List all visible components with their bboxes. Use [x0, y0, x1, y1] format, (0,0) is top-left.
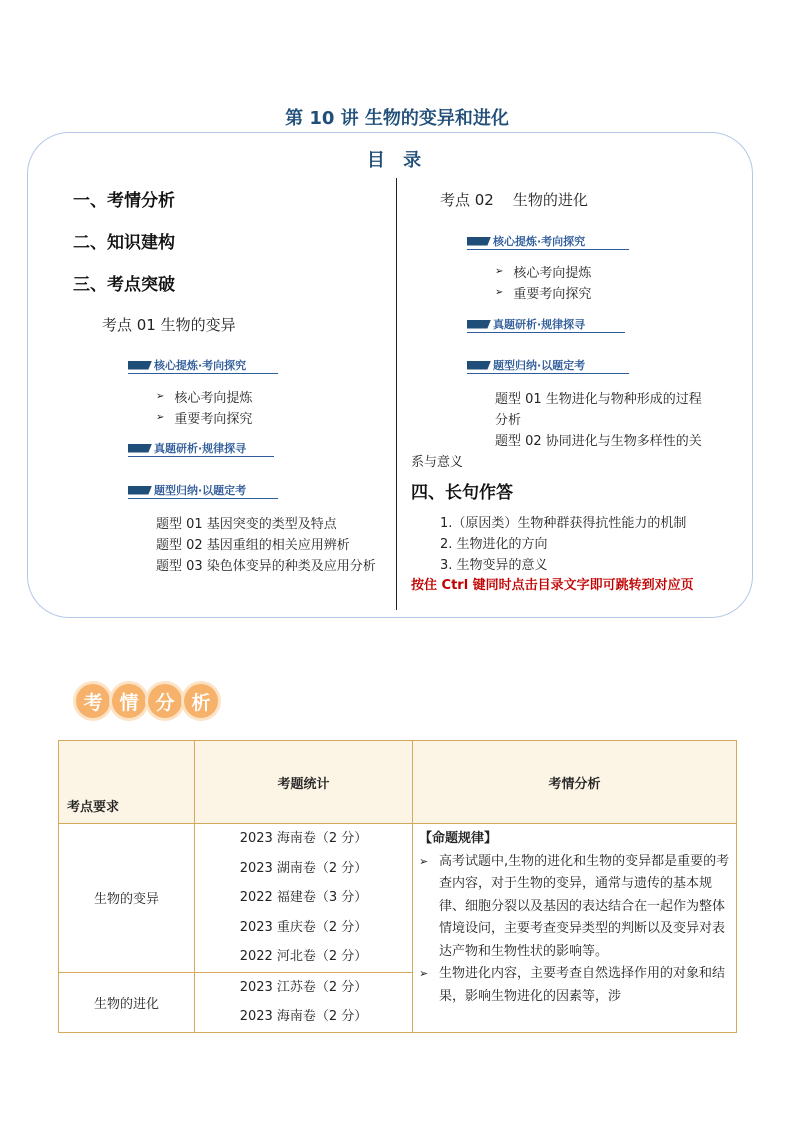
badge-char: 析: [184, 684, 218, 718]
badge-char: 分: [148, 684, 182, 718]
exam-item: 2023 海南卷（2 分）: [239, 831, 368, 846]
arrow-right-icon: ➢: [419, 854, 429, 868]
arrow-right-icon: ➢: [419, 967, 429, 980]
toc-link-bullet[interactable]: ➢ 重要考向探究: [156, 412, 253, 427]
toc-link-type[interactable]: 题型 02 协同进化与生物多样性的关: [495, 434, 702, 449]
toc-link-type[interactable]: 题型 02 基因重组的相关应用辨析: [156, 538, 350, 553]
toc-link-long-item[interactable]: 1.（原因类）生物种群获得抗性能力的机制: [440, 516, 687, 531]
exam-cell: [195, 972, 413, 1032]
toc-link-kaodian-01[interactable]: 考点 01 生物的变异: [102, 316, 236, 334]
toc-link-zhishi[interactable]: 二、知识建构: [73, 233, 175, 253]
exam-item: 2022 福建卷（3 分）: [239, 890, 368, 905]
toc-link-kaodian-02[interactable]: 考点 02 生物的进化: [440, 191, 588, 209]
toc-link-type[interactable]: 系与意义: [411, 455, 464, 470]
banner-bar-icon: [128, 486, 152, 495]
header-analysis: 考情分析: [413, 741, 737, 824]
toc-link-changju[interactable]: 四、长句作答: [411, 483, 513, 503]
toc-heading: 目 录: [366, 150, 428, 171]
badge-char: 考: [76, 684, 110, 718]
toc-link-kaodian[interactable]: 三、考点突破: [73, 275, 175, 295]
toc-link-bullet[interactable]: ➢ 核心考向提炼: [156, 391, 253, 406]
req-cell: 生物的进化: [59, 972, 195, 1032]
toc-link-tixing-2[interactable]: 题型归纳·以题定考: [467, 358, 629, 374]
exam-item: 2022 河北卷（2 分）: [239, 949, 368, 964]
analysis-title: 【命题规律】: [419, 831, 498, 846]
toc-link-long-item[interactable]: 3. 生物变异的意义: [440, 558, 548, 573]
exam-item: 2023 海南卷（2 分）: [239, 1009, 368, 1024]
toc-hint: 按住 Ctrl 键同时点击目录文字即可跳转到对应页: [411, 578, 694, 593]
toc-link-zhenti-1[interactable]: 真题研析·规律探寻: [128, 441, 274, 457]
badge-char: 情: [112, 684, 146, 718]
toc-link-type[interactable]: 题型 03 染色体变异的种类及应用分析: [156, 559, 376, 574]
exam-item: 2023 江苏卷（2 分）: [239, 979, 368, 995]
toc-link-kaoqing[interactable]: 一、考情分析: [73, 191, 175, 211]
arrow-right-icon: ➢: [495, 287, 504, 298]
arrow-right-icon: ➢: [156, 391, 165, 402]
banner-bar-icon: [128, 361, 152, 370]
toc-link-type[interactable]: 题型 01 基因突变的类型及特点: [156, 517, 337, 532]
analysis-point: ➢ 生物进化内容，主要考查自然选择作用的对象和结果，影响生物进化的因素等，涉: [419, 963, 732, 1008]
exam-item: 2023 湖南卷（2 分）: [239, 860, 368, 876]
toc-link-type[interactable]: 分析: [495, 413, 522, 428]
banner-bar-icon: [128, 444, 152, 453]
document-title: 第 10 讲 生物的变异和进化: [285, 108, 509, 129]
toc-link-hexin-1[interactable]: 核心提炼·考向探究: [128, 358, 278, 374]
arrow-right-icon: ➢: [156, 412, 165, 423]
exam-cell: [195, 824, 413, 973]
toc-link-bullet[interactable]: ➢ 重要考向探究: [495, 287, 592, 302]
banner-bar-icon: [467, 237, 491, 246]
toc-link-hexin-2[interactable]: 核心提炼·考向探究: [467, 234, 629, 250]
exam-item: 2023 重庆卷（2 分）: [239, 919, 368, 935]
req-cell: 生物的变异: [59, 824, 195, 973]
analysis-point: ➢ 高考试题中,生物的进化和生物的变异都是重要的考查内容，对于生物的变异，通常与遗传的基本规律、细胞分裂以及基因的表达结合在一起作为整体情境设问，主要考查变异类型的判断以及变异对表达产物和生物性状的影响等。: [419, 851, 732, 964]
banner-bar-icon: [467, 320, 491, 329]
toc-link-type[interactable]: 题型 01 生物进化与物种形成的过程: [495, 392, 702, 407]
toc-link-long-item[interactable]: 2. 生物进化的方向: [440, 537, 548, 552]
kaoqing-badge: [76, 684, 218, 718]
analysis-cell: [413, 824, 737, 1033]
header-req: 考点要求: [59, 741, 195, 824]
banner-bar-icon: [467, 361, 491, 370]
toc-link-zhenti-2[interactable]: 真题研析·规律探寻: [467, 317, 625, 333]
toc-link-tixing-1[interactable]: 题型归纳·以题定考: [128, 483, 278, 499]
toc-link-bullet[interactable]: ➢ 核心考向提炼: [495, 266, 592, 281]
kaoqing-table: [58, 740, 737, 1033]
header-stat: 考题统计: [195, 741, 413, 824]
toc-divider: [396, 178, 397, 610]
arrow-right-icon: ➢: [495, 266, 504, 277]
